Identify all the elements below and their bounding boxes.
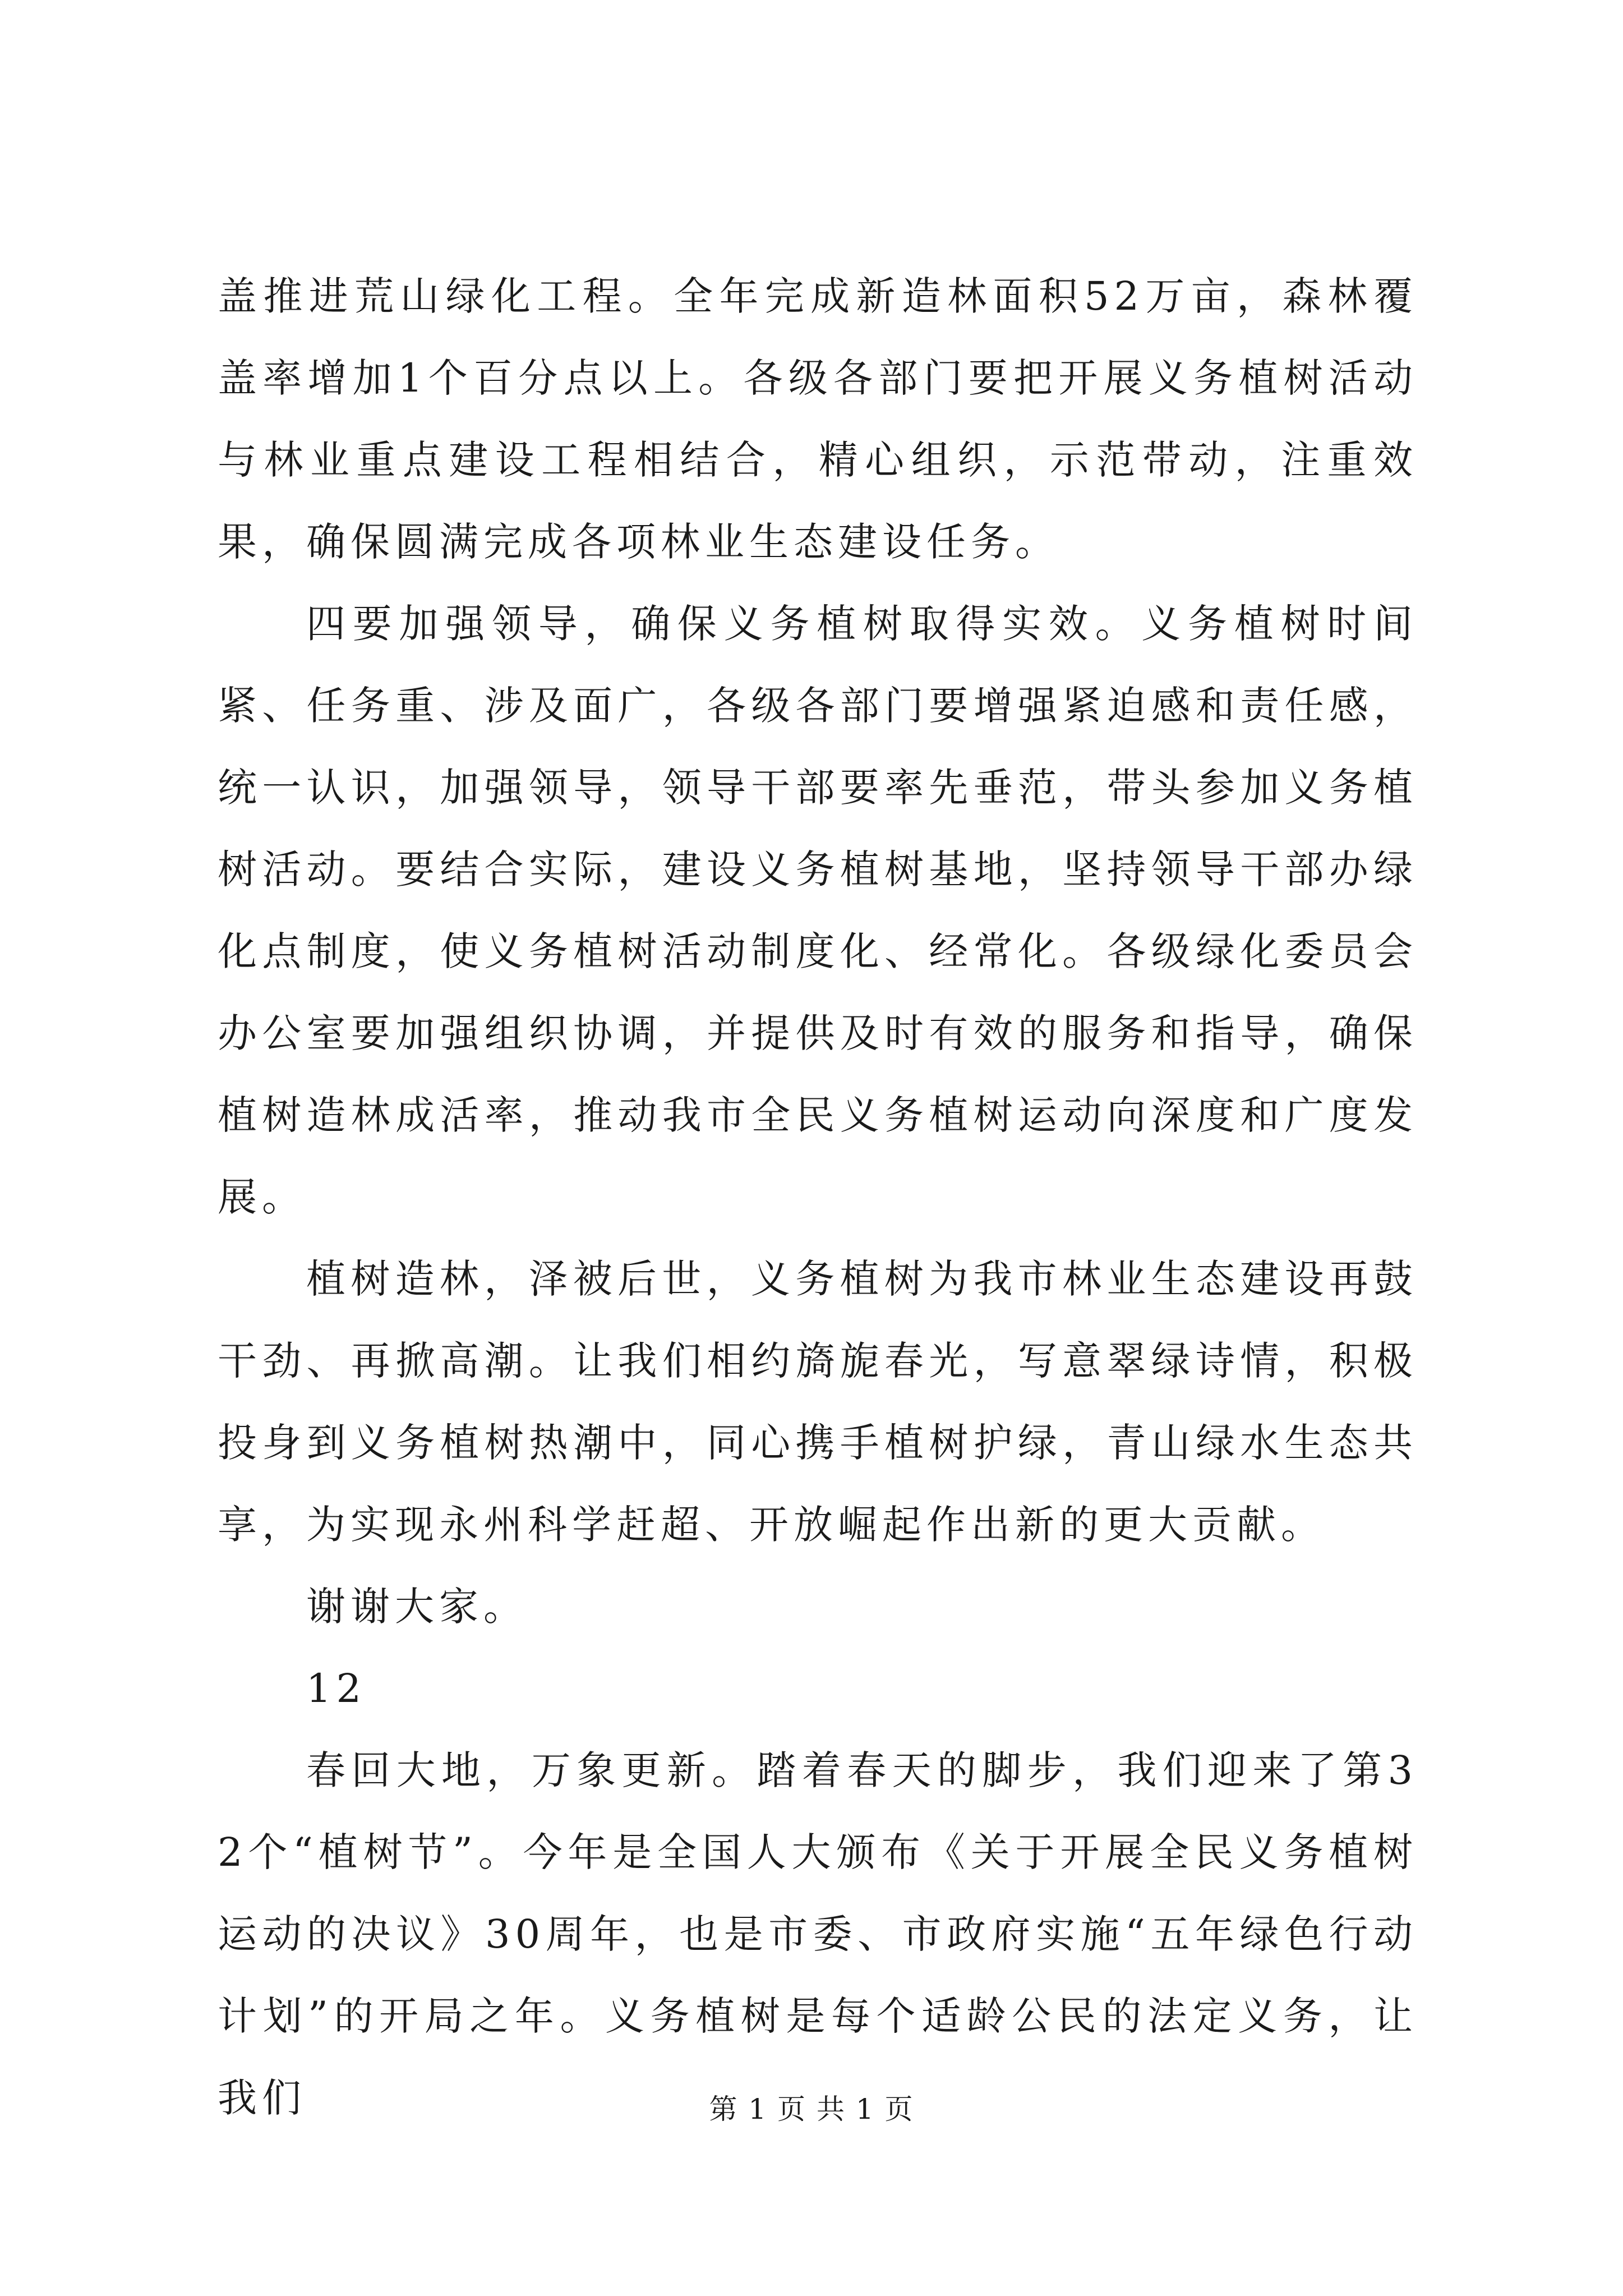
- paragraph-4: 谢谢大家。: [306, 1584, 528, 1630]
- paragraph-2: 四要加强领导，确保义务植树取得实效。义务植树时间紧、任务重、涉及面广，各级各部门要增强紧迫感和责任感，统一认识，加强领导，领导干部要率先垂范，带头参加义务植树活动。要结合实际，建设义务植树基地，坚持领导干部办绿化点制度，使义务植树活动制度化、经常化。各级绿化委员会办公室要加强组织协调，并提供及时有效的服务和指导，确保植树造林成活率，推动我市全民义务植树运动向深度和广度发展。: [218, 601, 1418, 1220]
- paragraph-5: 12: [306, 1665, 367, 1711]
- document-body: [218, 255, 1418, 2139]
- paragraph-1: 盖推进荒山绿化工程。全年完成新造林面积52万亩，森林覆盖率增加1个百分点以上。各级各部门要把开展义务植树活动与林业重点建设工程相结合，精心组织，示范带动，注重效果，确保圆满完成各项林业生态建设任务。: [218, 273, 1418, 565]
- page-number-footer: 第 1 页 共 1 页: [709, 2093, 914, 2125]
- paragraph-3: 植树造林，泽被后世，义务植树为我市林业生态建设再鼓干劲、再掀高潮。让我们相约旖旎春光，写意翠绿诗情，积极投身到义务植树热潮中，同心携手植树护绿，青山绿水生态共享，为实现永州科学赶超、开放崛起作出新的更大贡献。: [218, 1256, 1418, 1548]
- paragraph-6: 春回大地，万象更新。踏着春天的脚步，我们迎来了第32个“植树节”。今年是全国人大颁布《关于开展全民义务植树运动的决议》30周年，也是市委、市政府实施“五年绿色行动计划”的开局之年。义务植树是每个适龄公民的法定义务，让我们: [218, 1747, 1418, 2121]
